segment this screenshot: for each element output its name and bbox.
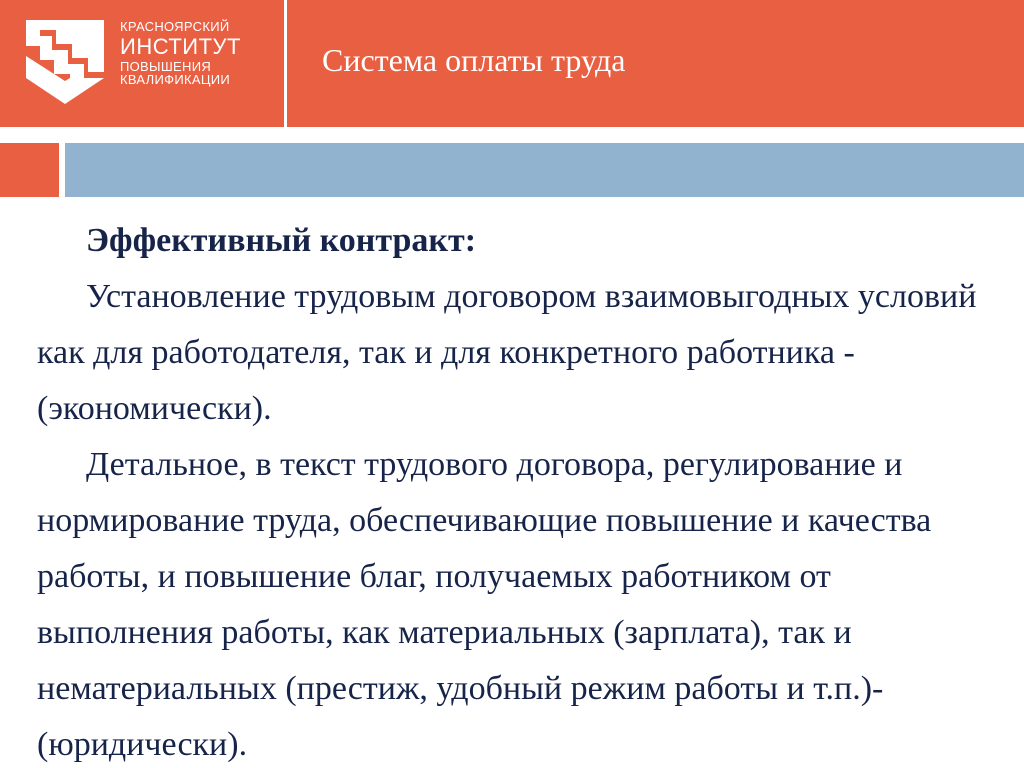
institute-logo-text <box>120 20 241 87</box>
stairs-shield-icon <box>26 20 104 104</box>
content-heading: Эффективный контракт: <box>86 222 477 259</box>
logo-line-2: ИНСТИТУТ <box>120 33 241 59</box>
logo-line-1: КРАСНОЯРСКИЙ <box>120 19 230 34</box>
slide-title: Система оплаты труда <box>322 42 626 78</box>
content-paragraph-2: Детальное, в текст трудового договора, регулирование и нормирование труда, обеспечивающие повышение и качества работы, и повышение благ, получаемых работником от выполнения работы, как материальных (зарплата), так и нематериальных (престиж, удобный режим работы и т.п.)- (юридически). <box>37 446 932 763</box>
content-paragraph-1: Установление трудовым договором взаимовыгодных условий как для работодателя, так и для конкретного работника - (экономически). <box>37 278 977 427</box>
header-bar <box>0 0 1024 127</box>
header-divider <box>284 0 287 127</box>
accent-band-orange <box>0 143 59 197</box>
accent-band-blue <box>65 143 1024 197</box>
logo-line-4: КВАЛИФИКАЦИИ <box>120 72 231 88</box>
slide-body <box>37 213 1012 768</box>
logo-line-3: ПОВЫШЕНИЯ <box>120 58 212 74</box>
